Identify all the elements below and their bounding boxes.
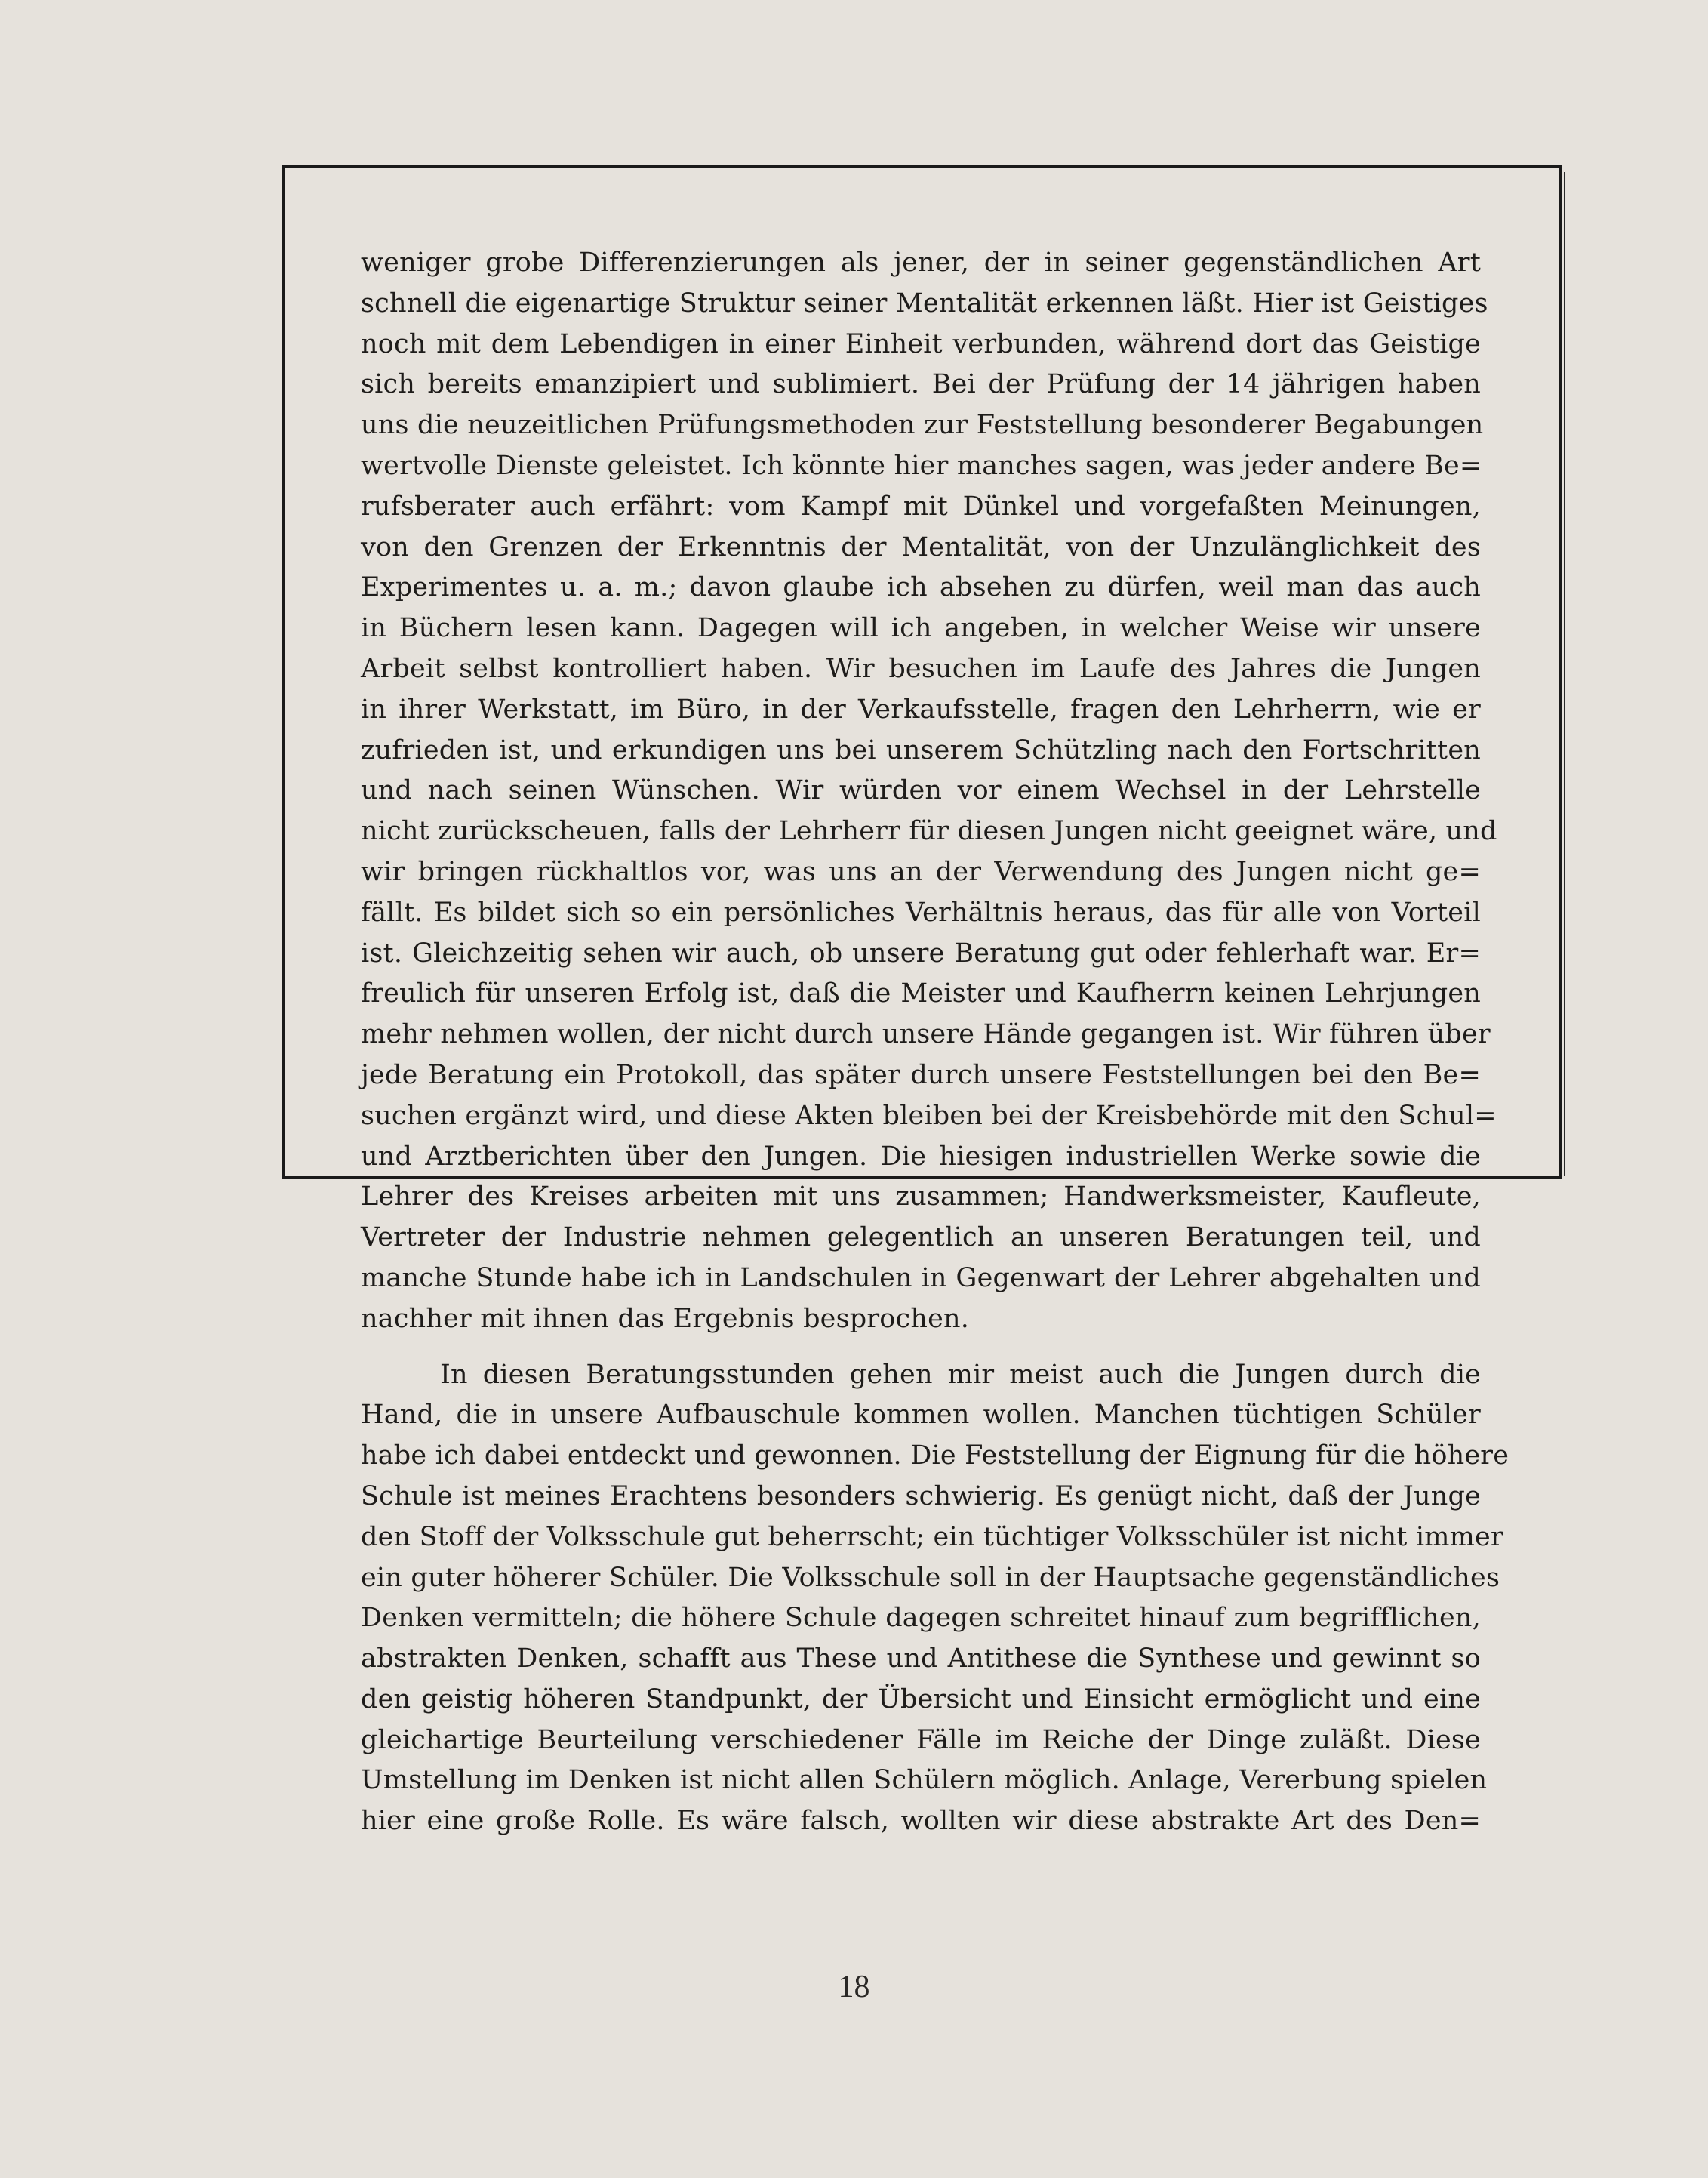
text-line: schnell die eigenartige Struktur seiner Mentalität erkennen läßt. Hier ist Geistiges (361, 288, 1488, 319)
text-line: und Arztberichten über den Jungen. Die hiesigen industriellen Werke sowie die (361, 1141, 1481, 1172)
text-line: Lehrer des Kreises arbeiten mit uns zusammen; Handwerksmeister, Kaufleute, (361, 1181, 1481, 1212)
text-line: wir bringen rückhaltlos vor, was uns an der Verwendung des Jungen nicht ge= (361, 856, 1481, 887)
text-line: freulich für unseren Erfolg ist, daß die Meister und Kaufherrn keinen Lehrjungen (361, 978, 1481, 1009)
text-line: rufsberater auch erfährt: vom Kampf mit Dünkel und vorgefaßten Meinungen, (361, 491, 1481, 522)
text-line: hier eine große Rolle. Es wäre falsch, wollten wir diese abstrakte Art des Den= (361, 1806, 1481, 1837)
text-line: in ihrer Werkstatt, im Büro, in der Verkaufsstelle, fragen den Lehrherrn, wie er (361, 694, 1481, 725)
body-text (361, 243, 1510, 1842)
text-line: uns die neuzeitlichen Prüfungsmethoden zur Feststellung besonderer Begabungen (361, 410, 1484, 441)
text-line (361, 1355, 1481, 1396)
text-line: mehr nehmen wollen, der nicht durch unsere Hände gegangen ist. Wir führen über (361, 1019, 1491, 1050)
text-line: abstrakten Denken, schafft aus These und Antithese die Synthese und gewinnt so (361, 1644, 1481, 1674)
text-line: Experimentes u. a. m.; davon glaube ich absehen zu dürfen, weil man das auch (361, 572, 1481, 603)
text-line: Denken vermitteln; die höhere Schule dagegen schreitet hinauf zum begrifflichen, (361, 1603, 1481, 1634)
text-line-content: In diesen Beratungsstunden gehen mir meist auch die Jungen durch die (440, 1359, 1481, 1390)
paragraph-2 (361, 1355, 1510, 1843)
text-line: den geistig höheren Standpunkt, der Übersicht und Einsicht ermöglicht und eine (361, 1684, 1481, 1714)
text-line: ein guter höherer Schüler. Die Volksschule soll in der Hauptsache gegenständliches (361, 1562, 1500, 1593)
text-line: sich bereits emanzipiert und sublimiert. Bei der Prüfung der 14 jährigen haben (361, 369, 1481, 400)
text-line: weniger grobe Differenzierungen als jener, der in seiner gegenständlichen Art (361, 248, 1481, 278)
text-line: Hand, die in unsere Aufbauschule kommen wollen. Manchen tüchtigen Schüler (361, 1400, 1481, 1431)
text-line: Vertreter der Industrie nehmen gelegentlich an unseren Beratungen teil, und (361, 1222, 1481, 1253)
text-line: nicht zurückscheuen, falls der Lehrherr für diesen Jungen nicht geeignet wäre, und (361, 816, 1497, 847)
text-line: jede Beratung ein Protokoll, das später durch unsere Feststellungen bei den Be= (361, 1059, 1481, 1090)
text-line: Arbeit selbst kontrolliert haben. Wir besuchen im Laufe des Jahres die Jungen (361, 653, 1481, 684)
text-line: in Büchern lesen kann. Dagegen will ich angeben, in welcher Weise wir unsere (361, 613, 1481, 644)
text-line: noch mit dem Lebendigen in einer Einheit verbunden, während dort das Geistige (361, 328, 1481, 359)
page-number: 18 (838, 1970, 870, 2004)
text-line: zufrieden ist, und erkundigen uns bei unserem Schützling nach den Fortschritten (361, 735, 1481, 766)
text-line: manche Stunde habe ich in Landschulen in Gegenwart der Lehrer abgehalten und (361, 1262, 1481, 1293)
text-line: wertvolle Dienste geleistet. Ich könnte hier manches sagen, was jeder andere Be= (361, 450, 1482, 481)
paragraph-1 (361, 243, 1497, 1340)
text-line: den Stoff der Volksschule gut beherrscht; ein tüchtiger Volksschüler ist nicht immer (361, 1521, 1503, 1552)
text-line: und nach seinen Wünschen. Wir würden vor einem Wechsel in der Lehrstelle (361, 775, 1481, 806)
text-line: nachher mit ihnen das Ergebnis besprochen. (361, 1303, 970, 1334)
text-line: Schule ist meines Erachtens besonders schwierig. Es genügt nicht, daß der Junge (361, 1480, 1481, 1511)
text-line: Umstellung im Denken ist nicht allen Schülern möglich. Anlage, Vererbung spielen (361, 1765, 1488, 1796)
text-line: fällt. Es bildet sich so ein persönliches Verhältnis heraus, das für alle von Vorteil (361, 897, 1481, 928)
text-line: habe ich dabei entdeckt und gewonnen. Die Feststellung der Eignung für die höhere (361, 1440, 1510, 1471)
text-line: ist. Gleichzeitig sehen wir auch, ob unsere Beratung gut oder fehlerhaft war. Er= (361, 938, 1481, 969)
text-line: gleichartige Beurteilung verschiedener Fälle im Reiche der Dinge zuläßt. Diese (361, 1724, 1481, 1755)
text-line: suchen ergänzt wird, und diese Akten bleiben bei der Kreisbehörde mit den Schul= (361, 1100, 1497, 1131)
text-line: von den Grenzen der Erkenntnis der Mentalität, von der Unzulänglichkeit des (361, 531, 1481, 562)
